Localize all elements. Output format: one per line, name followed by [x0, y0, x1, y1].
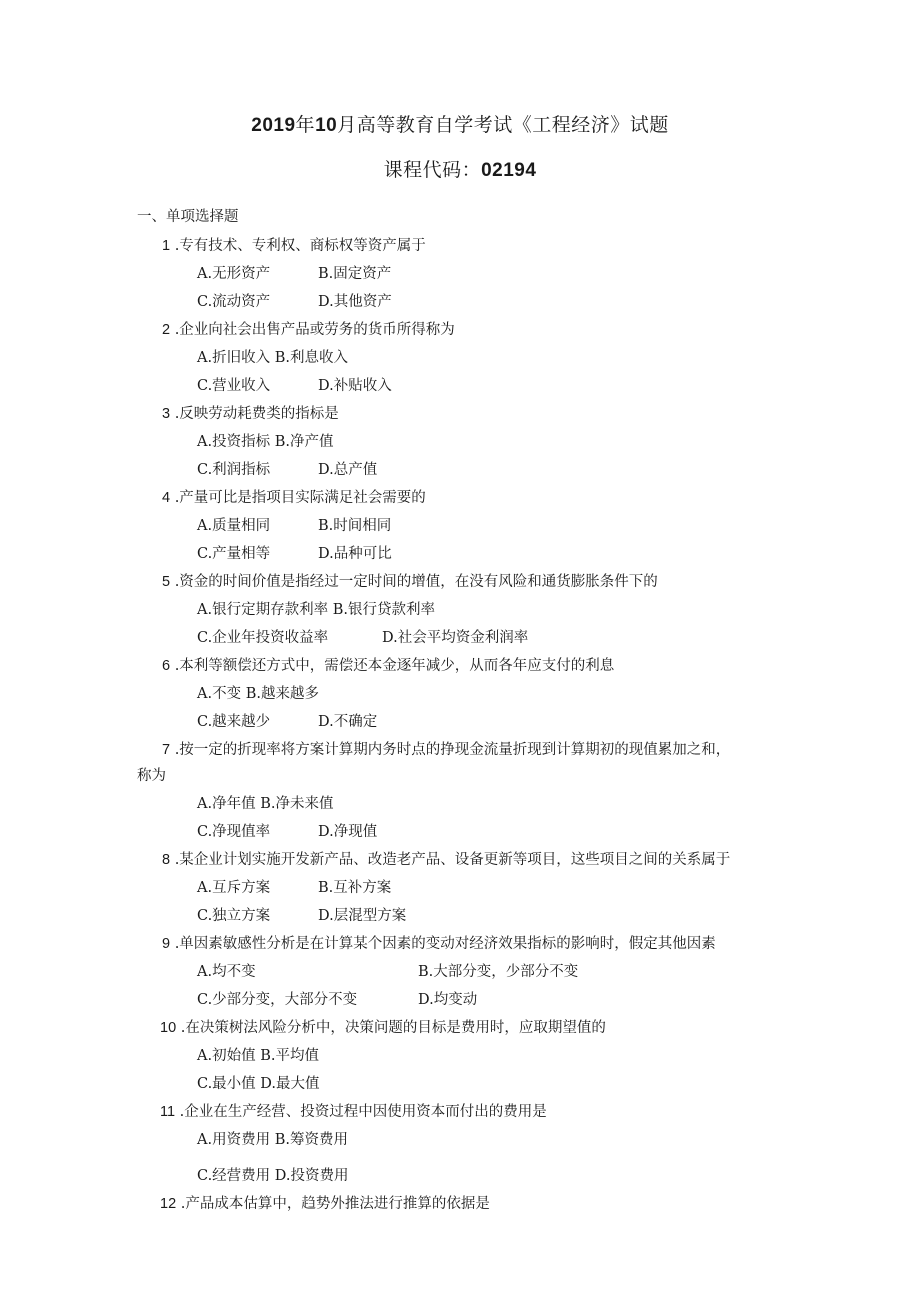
option-ab: A.不变 B.越来越多	[197, 686, 319, 702]
question-12: 12 .产品成本估算中，趋势外推法进行推算的依据是	[160, 1196, 490, 1212]
question-5: 5 .资金的时间价值是指经过一定时间的增值，在没有风险和通货膨胀条件下的	[162, 574, 658, 590]
option-cd: C.经营费用 D.投资费用	[197, 1168, 349, 1184]
option-d: D.补贴收入	[318, 378, 392, 394]
question-2: 2 .企业向社会出售产品或劳务的货币所得称为	[162, 322, 455, 338]
question-1: 1 .专有技术、专利权、商标权等资产属于	[162, 238, 426, 254]
option-c: C.独立方案	[197, 908, 271, 924]
option-a: A.无形资产	[197, 266, 271, 282]
option-b: B.时间相同	[318, 518, 392, 534]
option-b: B.大部分变，少部分不变	[418, 964, 579, 980]
question-8: 8 .某企业计划实施开发新产品、改造老产品、设备更新等项目，这些项目之间的关系属于	[162, 852, 731, 868]
option-b: B.固定资产	[318, 266, 392, 282]
option-d: D.品种可比	[318, 546, 392, 562]
page-title: 2019年10月高等教育自学考试《工程经济》试题	[251, 114, 669, 136]
option-c: C.产量相等	[197, 546, 271, 562]
course-code: 课程代码：02194	[383, 159, 537, 181]
option-d: D.社会平均资金利润率	[382, 630, 529, 646]
option-d: D.净现值	[318, 824, 378, 840]
option-ab: A.投资指标 B.净产值	[197, 434, 334, 450]
option-c: C.营业收入	[197, 378, 271, 394]
option-a: A.质量相同	[197, 518, 271, 534]
option-c: C.少部分变，大部分不变	[197, 992, 358, 1008]
question-6: 6 .本利等额偿还方式中，需偿还本金逐年减少，从而各年应支付的利息	[162, 658, 615, 674]
option-a: A.均不变	[197, 964, 256, 980]
section-heading: 一、单项选择题	[137, 209, 239, 225]
question-4: 4 .产量可比是指项目实际满足社会需要的	[162, 490, 426, 506]
question-7-continued: 称为	[137, 768, 166, 784]
option-ab: A.用资费用 B.筹资费用	[197, 1132, 348, 1148]
question-3: 3 .反映劳动耗费类的指标是	[162, 406, 339, 422]
question-11: 11 .企业在生产经营、投资过程中因使用资本而付出的费用是	[160, 1104, 547, 1120]
option-c: C.利润指标	[197, 462, 271, 478]
option-a: A.互斥方案	[197, 880, 271, 896]
option-c: C.流动资产	[197, 294, 271, 310]
option-ab: A.银行定期存款利率 B.银行贷款利率	[197, 602, 435, 618]
option-c: C.越来越少	[197, 714, 271, 730]
option-d: D.层混型方案	[318, 908, 407, 924]
option-ab: A.净年值 B.净未来值	[197, 796, 334, 812]
option-c: C.企业年投资收益率	[197, 630, 329, 646]
option-ab: A.折旧收入 B.利息收入	[197, 350, 348, 366]
question-7: 7 .按一定的折现率将方案计算期内务时点的挣现金流量折现到计算期初的现值累加之和，	[162, 742, 731, 758]
option-c: C.净现值率	[197, 824, 271, 840]
option-d: D.均变动	[418, 992, 478, 1008]
question-9: 9 .单因素敏感性分析是在计算某个因素的变动对经济效果指标的影响时，假定其他因素	[162, 936, 716, 952]
option-d: D.不确定	[318, 714, 378, 730]
option-cd: C.最小值 D.最大值	[197, 1076, 320, 1092]
option-d: D.总产值	[318, 462, 378, 478]
option-ab: A.初始值 B.平均值	[197, 1048, 319, 1064]
question-10: 10 .在决策树法风险分析中，决策问题的目标是费用时，应取期望值的	[160, 1020, 606, 1036]
option-b: B.互补方案	[318, 880, 392, 896]
option-d: D.其他资产	[318, 294, 392, 310]
